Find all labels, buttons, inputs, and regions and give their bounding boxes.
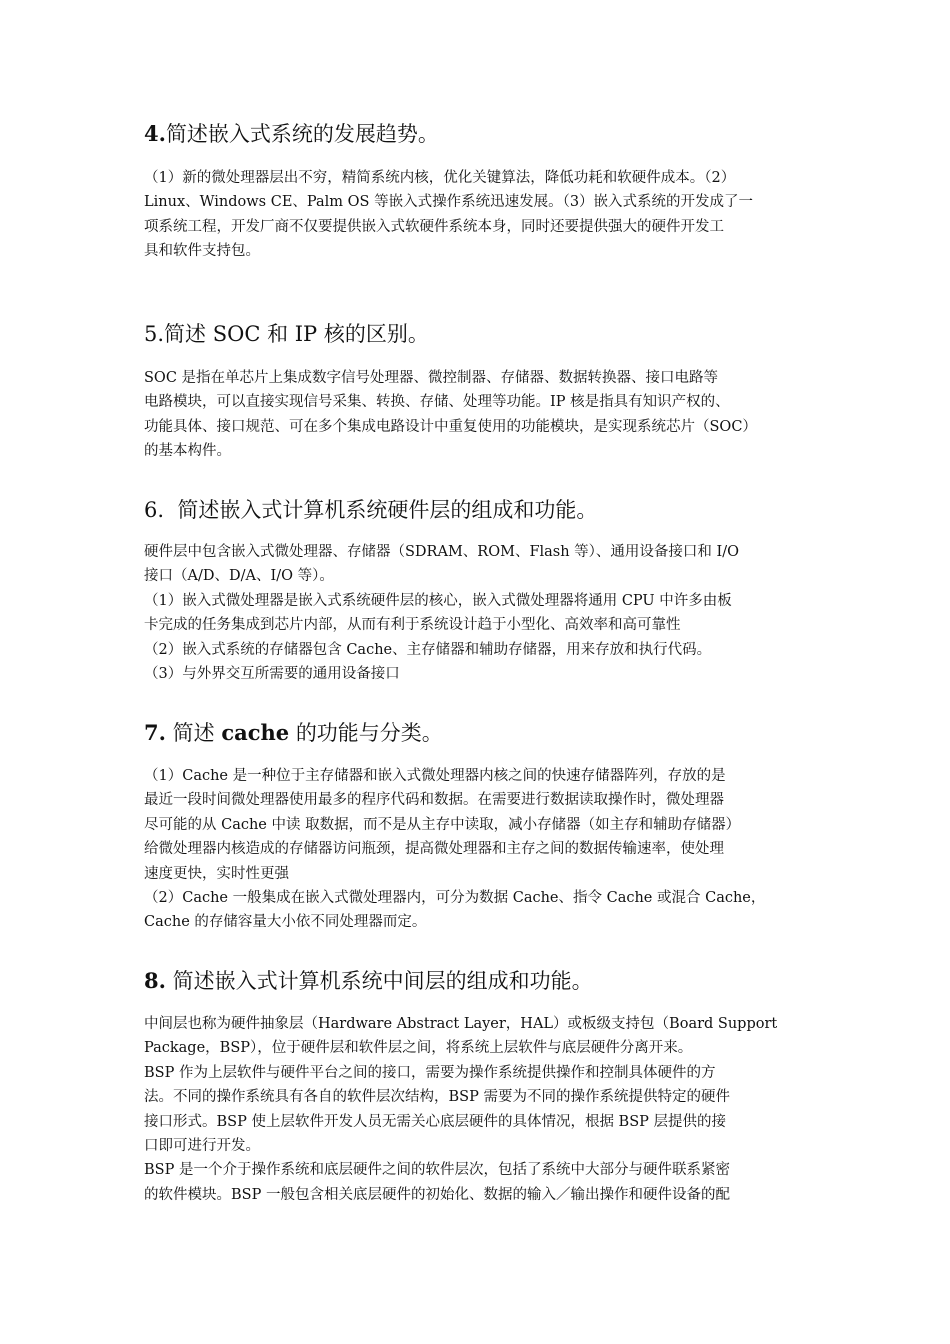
section-6-body: [144, 540, 808, 686]
section-8-line: 法。不同的操作系统具有各自的软件层次结构，BSP 需要为不同的操作系统提供特定的硬件: [144, 1089, 730, 1106]
section-8-line: BSP 作为上层软件与硬件平台之间的接口，需要为操作系统提供操作和控制具体硬件的方: [144, 1064, 716, 1081]
section-7-body: [144, 764, 808, 935]
section-4-line: 项系统工程，开发厂商不仅要提供嵌入式软硬件系统本身，同时还要提供强大的硬件开发工: [144, 218, 724, 235]
section-8-line: 口即可进行开发。: [144, 1137, 260, 1154]
section-8-line: 中间层也称为硬件抽象层（Hardware Abstract Layer，HAL）或板级支持包（Board Support: [144, 1016, 778, 1032]
section-6-number: 6.: [144, 498, 165, 522]
section-6-title: 简述嵌入式计算机系统硬件层的组成和功能。: [177, 498, 598, 522]
section-7-line: 给微处理器内核造成的存储器访问瓶颈，提高微处理器和主存之间的数据传输速率，使处理: [144, 841, 724, 858]
section-5-line: 功能具体、接口规范、可在多个集成电路设计中重复使用的功能模块，是实现系统芯片（SOC）: [144, 418, 757, 435]
section-7-line: 速度更快，实时性更强: [144, 865, 289, 882]
section-7-title-suffix: 的功能与分类。: [295, 721, 443, 745]
section-7-line: 尽可能的从 Cache 中读 取数据，而不是从主存中读取，减小存储器（如主存和辅助存储器）: [144, 816, 741, 833]
section-7-title-prefix: 简述: [172, 721, 215, 745]
section-7-title-keyword: cache: [221, 720, 290, 745]
section-8-heading: [144, 967, 824, 995]
section-6-line: 卡完成的任务集成到芯片内部，从而有利于系统设计趋于小型化、高效率和高可靠性: [144, 617, 681, 634]
section-5-line: 电路模块，可以直接实现信号采集、转换、存储、处理等功能。IP 核是指具有知识产权的、: [144, 394, 730, 411]
section-8-title: 简述嵌入式计算机系统中间层的组成和功能。: [172, 969, 593, 993]
section-8-line: Package，BSP），位于硬件层和软件层之间，将系统上层软件与底层硬件分离开来。: [144, 1040, 693, 1057]
section-7-line: （1）Cache 是一种位于主存储器和嵌入式微处理器内核之间的快速存储器阵列，存放的是: [144, 768, 726, 784]
section-7-heading: [144, 719, 824, 747]
section-5-line: SOC 是指在单芯片上集成数字信号处理器、微控制器、存储器、数据转换器、接口电路等: [144, 370, 719, 386]
section-4-line: （1）新的微处理器层出不穷，精简系统内核，优化关键算法，降低功耗和软硬件成本。（2）: [144, 170, 736, 186]
section-4-heading: [144, 120, 824, 148]
section-6-line: 接口（A/D、D/A、I/O 等）。: [144, 568, 334, 585]
section-5-heading: [144, 320, 824, 348]
section-5-number: 5.: [144, 322, 165, 346]
section-4-line: Linux、Windows CE、Palm OS 等嵌入式操作系统迅速发展。（3）嵌入式系统的开发成了一: [144, 194, 754, 211]
section-5-line: 的基本构件。: [144, 443, 231, 460]
section-4-number: 4.: [144, 121, 166, 146]
section-8-line: 接口形式。BSP 使上层软件开发人员无需关心底层硬件的具体情况，根据 BSP 层提供的接: [144, 1113, 727, 1130]
section-4-line: 具和软件支持包。: [144, 243, 260, 260]
section-8-number: 8.: [144, 968, 166, 993]
section-6-line: （1）嵌入式微处理器是嵌入式系统硬件层的核心，嵌入式微处理器将通用 CPU 中许多由板: [144, 592, 732, 609]
section-8-body: [144, 1012, 808, 1207]
section-6-line: （3）与外界交互所需要的通用设备接口: [144, 665, 400, 682]
section-6-line: 硬件层中包含嵌入式微处理器、存储器（SDRAM、ROM、Flash 等）、通用设备接口和 I/O: [144, 544, 740, 560]
section-5-body: [144, 366, 808, 464]
section-4-title: 简述嵌入式系统的发展趋势。: [165, 122, 439, 146]
section-5-title: 简述 SOC 和 IP 核的区别。: [164, 322, 429, 346]
section-7-line: 最近一段时间微处理器使用最多的程序代码和数据。在需要进行数据读取操作时，微处理器: [144, 792, 724, 809]
section-7-line: （2）Cache 一般集成在嵌入式微处理器内，可分为数据 Cache、指令 Cache 或混合 Cache，: [144, 889, 766, 906]
section-4-body: [144, 166, 808, 264]
section-6-line: （2）嵌入式系统的存储器包含 Cache、主存储器和辅助存储器，用来存放和执行代码。: [144, 641, 712, 658]
section-7-number: 7.: [144, 720, 166, 745]
section-7-line: Cache 的存储容量大小依不同处理器而定。: [144, 914, 427, 931]
section-8-line: BSP 是一个介于操作系统和底层硬件之间的软件层次，包括了系统中大部分与硬件联系紧密: [144, 1162, 730, 1179]
section-8-line: 的软件模块。BSP 一般包含相关底层硬件的初始化、数据的输入／输出操作和硬件设备的配: [144, 1186, 730, 1203]
section-6-heading: [144, 496, 824, 524]
